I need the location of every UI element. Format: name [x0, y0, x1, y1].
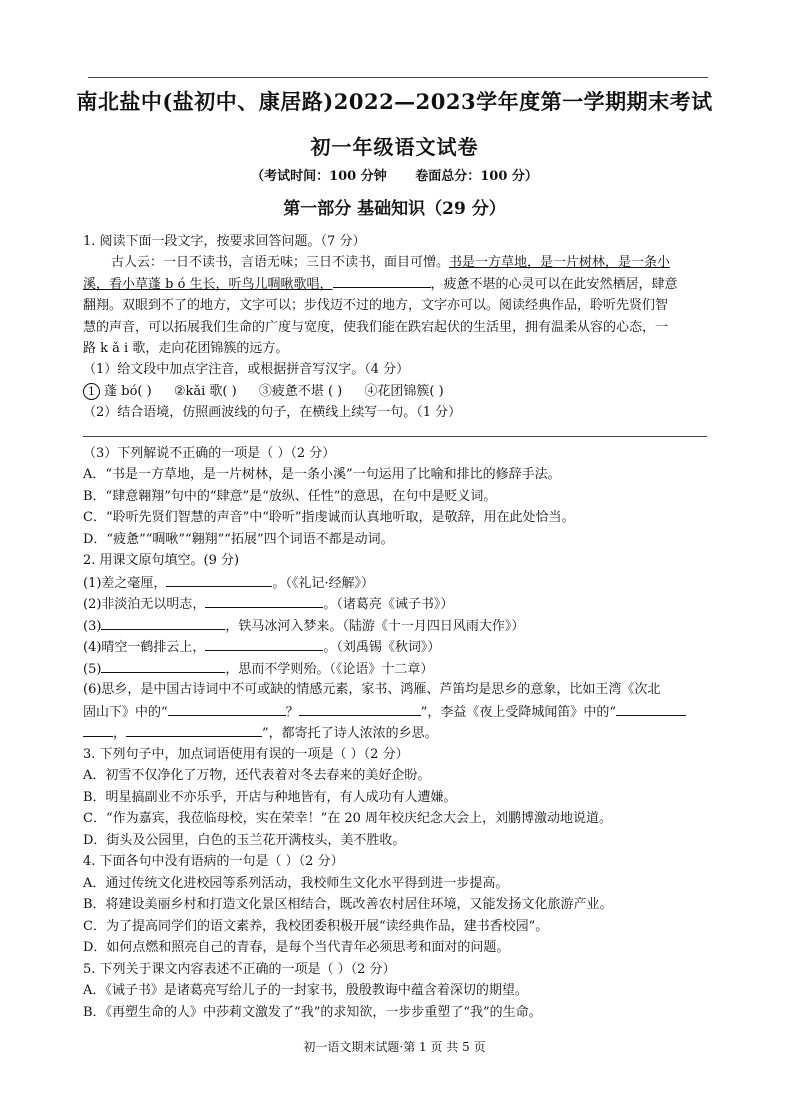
line-text: (5) — [83, 662, 102, 677]
q2-line-7 — [83, 702, 686, 723]
q5-option-a: A．《诫子书》是诸葛亮写给儿子的一封家书，殷殷教诲中蕴含着深切的期望。 — [83, 983, 528, 998]
q5-prompt: 5. 下列关于课文内容表述不正确的一项是（ ）（2 分） — [83, 962, 396, 977]
wavy-underlined-sentence: 书是一方草地，是一片树林，是一条小 — [449, 255, 671, 270]
option-2: ②kǎi 歌( ) — [173, 384, 237, 399]
exam-subtitle: 初一年级语文试卷 — [310, 135, 479, 159]
line-text: (1)差之毫厘， — [83, 576, 167, 591]
q4-prompt: 4. 下面各句中没有语病的一句是（ ）（2 分） — [83, 854, 344, 869]
answer-blank[interactable] — [166, 573, 272, 587]
exam-score: 卷面总分：100 分） — [415, 169, 538, 184]
q4-option-d: D．如何点燃和照亮自己的青春，是每个当代青年必须思考和面对的问题。 — [83, 940, 510, 955]
line-text: ，思而不学则殆。（《论语》十二章） — [225, 662, 434, 677]
answer-blank[interactable] — [616, 702, 686, 716]
passage-text: 古人云：一日不读书，言语无味；三日不读书，面目可憎。 — [111, 255, 450, 270]
q1-options-row — [83, 382, 444, 402]
line-text: ”，都寄托了诗人浓浓的乡思。 — [262, 726, 438, 741]
option-1: 蓬 bó( ) — [100, 384, 152, 399]
option-3: ③疲惫不堪 ( ) — [258, 384, 343, 399]
q4-option-c: C．为了提高同学们的语文素养，我校团委积极开展“读经典作品，建书香校园”。 — [83, 919, 549, 934]
answer-blank[interactable] — [205, 637, 323, 651]
q2-line-8: ， ”，都寄托了诗人浓浓的乡思。 — [83, 723, 438, 744]
line-text: 。（诸葛亮《诫子书》） — [323, 597, 454, 612]
circled-number: 1 — [83, 383, 100, 400]
q4-option-b: B．将建设美丽乡村和打造文化景区相结合，既改善农村居住环境，又能发扬文化旅游产业。 — [83, 897, 613, 912]
q2-line-4 — [83, 637, 440, 658]
q1-passage-line-5: 路 k ǎ i 歌，走向花团锦簇的远方。 — [83, 341, 289, 356]
q2-line-5 — [83, 659, 433, 680]
answer-blank[interactable] — [83, 723, 113, 737]
q1-option-d: D．“疲惫”“啁啾”“翱翔”“拓展”四个词语不都是动词。 — [83, 532, 394, 547]
q1-passage-line-2 — [83, 274, 678, 295]
answer-line[interactable] — [83, 436, 707, 437]
q2-line-6: (6)思乡，是中国古诗词中不可或缺的情感元素，家书、鸿雁、芦笛均是思乡的意象，比如王湾《次北 — [83, 682, 661, 697]
passage-text: ，疲惫不堪的心灵可以在此安然栖居，肆意 — [430, 277, 678, 292]
exam-title: 南北盐中(盐初中、康居路)2022—2023学年度第一学期期末考试 — [76, 89, 713, 114]
q2-line-3 — [83, 616, 524, 637]
q3-option-c: C．“作为嘉宾，我莅临母校，实在荣幸！”在 20 周年校庆纪念大会上，刘鹏博激动地说道。 — [83, 811, 613, 826]
q1-passage-line-4: 慧的声音，可以拓展我们生命的广度与宽度，使我们能在跌宕起伏的生活里，拥有温柔从容的心态，一 — [83, 320, 669, 335]
answer-blank[interactable] — [126, 723, 262, 737]
exam-info — [0, 165, 789, 184]
q3-option-a: A．初雪不仅净化了万物，还代表着对冬去春来的美好企盼。 — [83, 768, 431, 783]
q1-sub2: （2）结合语境，仿照画波线的句子，在横线上续写一句。（1 分） — [83, 405, 462, 420]
part-heading: 第一部分 基础知识（29 分） — [283, 199, 506, 219]
answer-blank[interactable] — [101, 659, 225, 673]
answer-blank[interactable] — [205, 594, 323, 608]
q3-option-d: D．街头及公园里，白色的玉兰花开满枝头，美不胜收。 — [83, 833, 406, 848]
q4-option-a: A．通过传统文化进校园等系列活动，我校师生文化水平得到进一步提高。 — [83, 876, 509, 891]
q3-option-b: B．明星搞副业不亦乐乎，开店与种地皆有，有人成功有人遭嫌。 — [83, 790, 457, 805]
line-text: (3) — [83, 619, 102, 634]
line-text: 固山下》中的“ — [83, 705, 168, 720]
q1-option-a: A．“书是一方草地，是一片树林，是一条小溪”一句运用了比喻和排比的修辞手法。 — [83, 467, 561, 482]
line-text: 。（刘禹锡《秋词》） — [323, 640, 441, 655]
answer-blank[interactable] — [101, 616, 225, 630]
wavy-underlined-sentence: 溪，看小草蓬 b ó 生长，听鸟儿啁啾歌唱， — [83, 277, 333, 292]
q2-prompt: 2. 用课文原句填空。(9 分) — [83, 553, 240, 568]
option-4: ④花团锦簇( ) — [364, 384, 444, 399]
q3-prompt: 3. 下列句子中，加点词语使用有误的一项是（ ）（2 分） — [83, 747, 409, 762]
exam-time: （考试时间：100 分钟 — [251, 169, 387, 184]
answer-blank[interactable] — [333, 274, 431, 288]
q1-passage-line-1 — [111, 253, 670, 273]
answer-blank[interactable] — [299, 702, 421, 716]
line-text: ，铁马冰河入梦来。（陆游《十一月四日风雨大作》） — [225, 619, 525, 634]
answer-blank[interactable] — [168, 702, 286, 716]
q1-sub3: （3）下列解说不正确的一项是（ ）（2 分） — [83, 446, 336, 461]
line-text: (4)晴空一鹤排云上， — [83, 640, 206, 655]
line-text: (2)非淡泊无以明志， — [83, 597, 206, 612]
q1-prompt: 1. 阅读下面一段文字，按要求回答问题。（7 分） — [83, 234, 366, 249]
page-footer: 初一语文期末试题·第 1 页 共 5 页 — [303, 1040, 486, 1054]
line-text: ”，李益《夜上受降城闻笛》中的“ — [420, 705, 616, 720]
top-rule — [88, 77, 708, 78]
q2-line-1 — [83, 573, 374, 594]
line-text: 。（《礼记·经解》） — [272, 576, 375, 591]
q5-option-b: B．《再塑生命的人》中莎莉文激发了“我”的求知欲，一步步重塑了“我”的生命。 — [83, 1005, 542, 1020]
q2-line-2 — [83, 594, 453, 615]
line-text: ？ — [285, 705, 299, 720]
q1-option-b: B．“肆意翱翔”句中的“肆意”是“放纵、任性”的意思，在句中是贬义词。 — [83, 489, 497, 504]
q1-passage-line-3: 翻翔。双眼到不了的地方，文字可以；步伐迈不过的地方，文字亦可以。阅读经典作品，聆听先贤们智 — [83, 298, 669, 313]
q1-option-c: C．“聆听先贤们智慧的声音”中“聆听”指虔诚而认真地听取，是敬辞，用在此处恰当。 — [83, 510, 575, 525]
q1-sub1: （1）给文段中加点字注音，或根据拼音写汉字。（4 分） — [83, 362, 410, 377]
